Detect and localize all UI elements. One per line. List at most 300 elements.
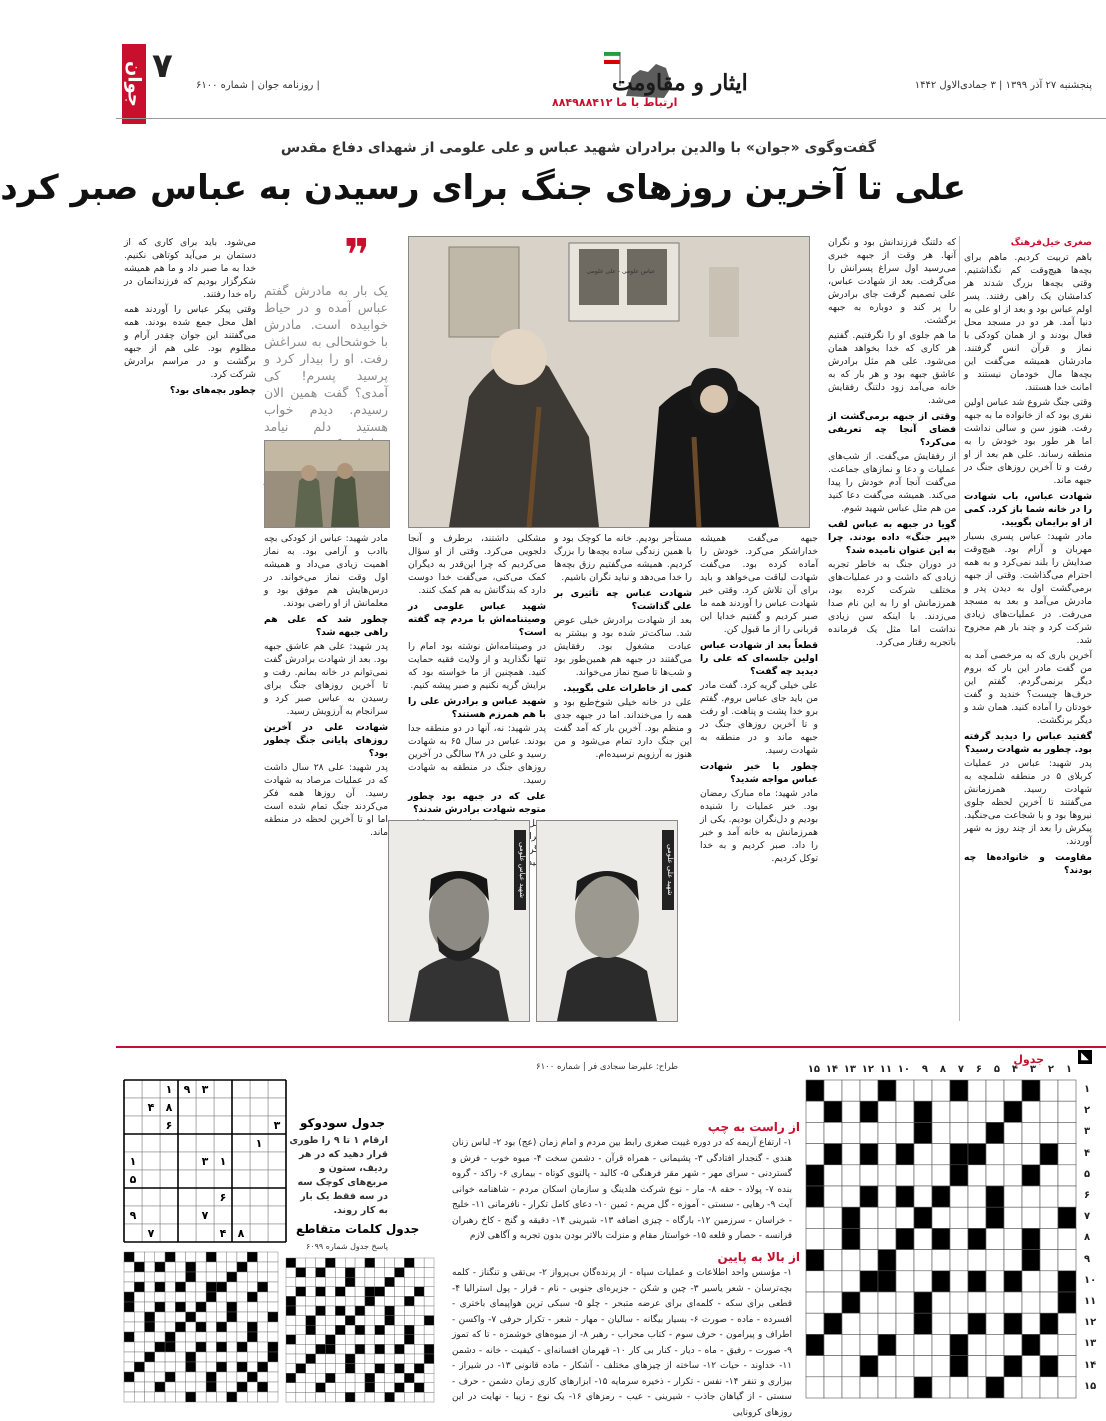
crossword-cell[interactable] <box>932 1313 950 1334</box>
crossword-cell[interactable] <box>932 1165 950 1186</box>
question-subhead: قطعاً بعد از شهادت عباس اولین جلسه‌ای که علی را دیدید چه گفت؟ <box>700 640 818 677</box>
crossword-cell[interactable] <box>1058 1334 1076 1355</box>
crossword-cell[interactable] <box>986 1356 1004 1377</box>
crossword-cell[interactable] <box>914 1271 932 1292</box>
sudoku-cell[interactable] <box>160 1170 178 1188</box>
sudoku-grid[interactable] <box>124 1080 286 1242</box>
sudoku-cell[interactable] <box>124 1134 142 1152</box>
crossword-cell[interactable] <box>878 1101 896 1122</box>
answer-cell <box>335 1344 345 1354</box>
answer-cell <box>196 1312 206 1322</box>
sudoku-cell[interactable] <box>232 1152 250 1170</box>
crossword-cell[interactable] <box>986 1228 1004 1249</box>
answer-cell <box>196 1372 206 1382</box>
sudoku-cell[interactable] <box>196 1170 214 1188</box>
crossword-cell[interactable] <box>914 1144 932 1165</box>
crossword-cell[interactable] <box>824 1292 842 1313</box>
crossword-cell[interactable] <box>896 1207 914 1228</box>
answer-cell <box>355 1373 365 1383</box>
answer-block <box>124 1302 134 1312</box>
crossword-cell[interactable] <box>1004 1207 1022 1228</box>
article-column-7 <box>124 236 256 1021</box>
crossword-cell[interactable] <box>896 1250 914 1271</box>
crossword-cell[interactable] <box>1022 1292 1040 1313</box>
crossword-cell[interactable] <box>824 1165 842 1186</box>
crossword-cell[interactable] <box>842 1144 860 1165</box>
sudoku-cell[interactable] <box>178 1116 196 1134</box>
crossword-cell[interactable] <box>896 1313 914 1334</box>
answer-cell <box>395 1296 405 1306</box>
crossword-cell[interactable] <box>842 1271 860 1292</box>
crossword-cell[interactable] <box>1040 1377 1058 1398</box>
answer-block <box>155 1382 165 1392</box>
crossword-cell[interactable] <box>860 1165 878 1186</box>
sudoku-cell[interactable] <box>142 1188 160 1206</box>
sudoku-cell[interactable] <box>142 1170 160 1188</box>
crossword-cell[interactable] <box>1040 1165 1058 1186</box>
crossword-cell[interactable] <box>842 1356 860 1377</box>
answer-cell <box>134 1342 144 1352</box>
crossword-cell[interactable] <box>932 1144 950 1165</box>
crossword-cell[interactable] <box>1058 1250 1076 1271</box>
crossword-cell[interactable] <box>878 1207 896 1228</box>
answer-cell <box>296 1325 306 1335</box>
crossword-cell[interactable] <box>860 1122 878 1143</box>
crossword-cell[interactable] <box>932 1122 950 1143</box>
crossword-cell[interactable] <box>860 1228 878 1249</box>
sudoku-cell[interactable] <box>196 1134 214 1152</box>
crossword-cell[interactable] <box>914 1228 932 1249</box>
answer-cell <box>268 1362 278 1372</box>
sudoku-cell[interactable] <box>124 1224 142 1242</box>
crossword-cell[interactable] <box>950 1271 968 1292</box>
crossword-cell[interactable] <box>986 1165 1004 1186</box>
crossword-cell[interactable] <box>950 1313 968 1334</box>
crossword-cell[interactable] <box>1058 1144 1076 1165</box>
answer-cell <box>296 1344 306 1354</box>
crossword-cell[interactable] <box>896 1271 914 1292</box>
crossword-cell[interactable] <box>878 1186 896 1207</box>
portrait-caption-abbas: شهید عباس علومی <box>514 830 526 910</box>
sudoku-cell[interactable] <box>232 1206 250 1224</box>
sudoku-cell[interactable] <box>214 1206 232 1224</box>
sudoku-cell[interactable] <box>214 1080 232 1098</box>
crossword-cell[interactable] <box>968 1334 986 1355</box>
answer-cell <box>175 1342 185 1352</box>
sudoku-cell[interactable] <box>250 1206 268 1224</box>
crossword-cell[interactable] <box>824 1207 842 1228</box>
sudoku-cell[interactable] <box>142 1152 160 1170</box>
sudoku-cell[interactable] <box>178 1098 196 1116</box>
crossword-cell[interactable] <box>896 1080 914 1101</box>
crossword-cell[interactable] <box>1058 1165 1076 1186</box>
crossword-cell[interactable] <box>1022 1313 1040 1334</box>
crossword-cell[interactable] <box>824 1250 842 1271</box>
sudoku-cell[interactable] <box>250 1224 268 1242</box>
crossword-block <box>950 1356 968 1377</box>
crossword-cell[interactable] <box>986 1313 1004 1334</box>
crossword-cell[interactable] <box>1022 1101 1040 1122</box>
sudoku-cell[interactable] <box>142 1080 160 1098</box>
crossword-cell[interactable] <box>986 1250 1004 1271</box>
crossword-cell[interactable] <box>806 1144 824 1165</box>
crossword-cell[interactable] <box>968 1165 986 1186</box>
crossword-cell[interactable] <box>950 1228 968 1249</box>
crossword-cell[interactable] <box>806 1271 824 1292</box>
crossword-cell[interactable] <box>860 1207 878 1228</box>
crossword-cell[interactable] <box>1004 1122 1022 1143</box>
crossword-cell[interactable] <box>896 1377 914 1398</box>
sudoku-cell[interactable] <box>124 1188 142 1206</box>
crossword-cell[interactable] <box>806 1207 824 1228</box>
sudoku-given: ۹ <box>183 1083 191 1096</box>
crossword-cell[interactable] <box>968 1080 986 1101</box>
crossword-cell[interactable] <box>968 1250 986 1271</box>
answer-block <box>145 1312 155 1322</box>
sudoku-cell[interactable] <box>178 1188 196 1206</box>
crossword-cell[interactable] <box>932 1292 950 1313</box>
crossword-cell[interactable] <box>842 1313 860 1334</box>
crossword-cell[interactable] <box>1040 1122 1058 1143</box>
answer-cell <box>216 1302 226 1312</box>
crossword-cell[interactable] <box>986 1080 1004 1101</box>
answer-block <box>424 1344 434 1354</box>
answer-cell <box>186 1252 196 1262</box>
sudoku-cell[interactable] <box>268 1134 286 1152</box>
crossword-cell[interactable] <box>824 1186 842 1207</box>
crossword-cell[interactable] <box>968 1207 986 1228</box>
crossword-cell[interactable] <box>968 1101 986 1122</box>
crossword-cell[interactable] <box>842 1186 860 1207</box>
sudoku-cell[interactable] <box>124 1116 142 1134</box>
brothers-front-photo <box>264 440 390 528</box>
answer-cell <box>325 1277 335 1287</box>
crossword-cell[interactable] <box>1058 1228 1076 1249</box>
sudoku-cell[interactable] <box>160 1206 178 1224</box>
crossword-cell[interactable] <box>986 1101 1004 1122</box>
sudoku-cell[interactable] <box>250 1152 268 1170</box>
sudoku-cell[interactable] <box>214 1116 232 1134</box>
crossword-cell[interactable] <box>860 1334 878 1355</box>
crossword-cell[interactable] <box>860 1313 878 1334</box>
crossword-cell[interactable] <box>986 1144 1004 1165</box>
sudoku-cell[interactable] <box>268 1080 286 1098</box>
crossword-block <box>1022 1250 1040 1271</box>
crossword-cell[interactable] <box>932 1334 950 1355</box>
crossword-cell[interactable] <box>968 1186 986 1207</box>
answer-cell <box>414 1344 424 1354</box>
paragraph: وقتی جنگ شروع شد عباس اولین نفری بود که از خانواده ما به جبهه رفت. هنوز سن و سالی نداشت اما هر طور بود خودش را به منطقه رساند. علی هم بعد از او رفت و تا آخرین روزهای جنگ در جبهه ماند. <box>964 397 1092 486</box>
crossword-cell[interactable] <box>860 1250 878 1271</box>
sudoku-cell[interactable] <box>250 1116 268 1134</box>
crossword-cell[interactable] <box>950 1101 968 1122</box>
sudoku-cell[interactable] <box>178 1224 196 1242</box>
crossword-cell[interactable] <box>896 1334 914 1355</box>
crossword-cell[interactable] <box>1004 1334 1022 1355</box>
crossword-cell[interactable] <box>914 1250 932 1271</box>
sudoku-given: ۴ <box>147 1101 155 1114</box>
crossword-cell[interactable] <box>1004 1144 1022 1165</box>
crossword-cell[interactable] <box>896 1356 914 1377</box>
crossword-cell[interactable] <box>1004 1250 1022 1271</box>
crossword-cell[interactable] <box>878 1228 896 1249</box>
crossword-cell[interactable] <box>914 1186 932 1207</box>
sudoku-cell[interactable] <box>160 1134 178 1152</box>
crossword-cell[interactable] <box>824 1080 842 1101</box>
sudoku-cell[interactable] <box>232 1080 250 1098</box>
crossword-cell[interactable] <box>878 1356 896 1377</box>
crossword-grid[interactable] <box>806 1080 1076 1398</box>
answer-cell <box>296 1335 306 1345</box>
crossword-cell[interactable] <box>896 1101 914 1122</box>
sudoku-cell[interactable] <box>178 1134 196 1152</box>
crossword-cell[interactable] <box>950 1250 968 1271</box>
sudoku-cell[interactable] <box>214 1098 232 1116</box>
crossword-cell[interactable] <box>1040 1101 1058 1122</box>
crossword-cell[interactable] <box>842 1334 860 1355</box>
row-number: ۱۰ <box>1084 1274 1097 1286</box>
crossword-cell[interactable] <box>914 1356 932 1377</box>
crossword-cell[interactable] <box>932 1101 950 1122</box>
crossword-cell[interactable] <box>824 1271 842 1292</box>
crossword-cell[interactable] <box>824 1334 842 1355</box>
sudoku-cell[interactable] <box>196 1098 214 1116</box>
answer-cell <box>395 1258 405 1268</box>
answer-cell <box>385 1287 395 1297</box>
crossword-cell[interactable] <box>1022 1122 1040 1143</box>
crossword-cell[interactable] <box>968 1356 986 1377</box>
crossword-cell[interactable] <box>806 1377 824 1398</box>
crossword-cell[interactable] <box>1004 1377 1022 1398</box>
answer-cell <box>306 1373 316 1383</box>
crossword-cell[interactable] <box>986 1334 1004 1355</box>
sudoku-cell[interactable] <box>178 1152 196 1170</box>
sudoku-cell[interactable] <box>268 1206 286 1224</box>
crossword-cell[interactable] <box>842 1165 860 1186</box>
crossword-cell[interactable] <box>968 1122 986 1143</box>
crossword-cell[interactable] <box>1022 1144 1040 1165</box>
sudoku-cell[interactable] <box>268 1152 286 1170</box>
crossword-cell[interactable] <box>1058 1101 1076 1122</box>
sudoku-cell[interactable] <box>214 1134 232 1152</box>
crossword-cell[interactable] <box>842 1250 860 1271</box>
crossword-cell[interactable] <box>1022 1356 1040 1377</box>
crossword-cell[interactable] <box>932 1250 950 1271</box>
answer-cell <box>395 1277 405 1287</box>
crossword-cell[interactable] <box>806 1292 824 1313</box>
sudoku-cell[interactable] <box>142 1206 160 1224</box>
sudoku-cell[interactable] <box>250 1170 268 1188</box>
crossword-cell[interactable] <box>824 1228 842 1249</box>
crossword-cell[interactable] <box>1040 1250 1058 1271</box>
sudoku-cell[interactable] <box>124 1098 142 1116</box>
crossword-cell[interactable] <box>842 1122 860 1143</box>
crossword-cell[interactable] <box>932 1356 950 1377</box>
crossword-cell[interactable] <box>1004 1228 1022 1249</box>
crossword-cell[interactable] <box>1058 1313 1076 1334</box>
crossword-cell[interactable] <box>806 1313 824 1334</box>
crossword-cell[interactable] <box>932 1207 950 1228</box>
crossword-cell[interactable] <box>842 1080 860 1101</box>
sudoku-cell[interactable] <box>268 1188 286 1206</box>
crossword-cell[interactable] <box>842 1101 860 1122</box>
sudoku-cell[interactable] <box>142 1134 160 1152</box>
crossword-cell[interactable] <box>950 1377 968 1398</box>
crossword-cell[interactable] <box>806 1122 824 1143</box>
sudoku-cell[interactable] <box>178 1170 196 1188</box>
crossword-cell[interactable] <box>950 1292 968 1313</box>
crossword-cell[interactable] <box>1004 1080 1022 1101</box>
answer-cell <box>145 1252 155 1262</box>
sudoku-cell[interactable] <box>232 1188 250 1206</box>
sudoku-cell[interactable] <box>196 1188 214 1206</box>
sudoku-cell[interactable] <box>196 1224 214 1242</box>
answer-cell <box>196 1382 206 1392</box>
sudoku-cell[interactable] <box>268 1098 286 1116</box>
crossword-cell[interactable] <box>950 1122 968 1143</box>
answer-cell <box>257 1292 267 1302</box>
answer-block <box>296 1268 306 1278</box>
portrait-graphic <box>537 821 677 1021</box>
sudoku-cell[interactable] <box>196 1116 214 1134</box>
crossword-cell[interactable] <box>824 1377 842 1398</box>
sudoku-cell[interactable] <box>214 1170 232 1188</box>
answer-cell <box>395 1392 405 1402</box>
sudoku-cell[interactable] <box>142 1116 160 1134</box>
crossword-cell[interactable] <box>878 1313 896 1334</box>
question-subhead: گویا در جبهه به عباس لقب «پیر جنگ» داده بودند. چرا به این عنوان نامیده شد؟ <box>828 519 956 556</box>
crossword-cell[interactable] <box>986 1292 1004 1313</box>
crossword-cell[interactable] <box>914 1334 932 1355</box>
crossword-cell[interactable] <box>950 1207 968 1228</box>
sudoku-cell[interactable] <box>250 1188 268 1206</box>
crossword-cell[interactable] <box>860 1377 878 1398</box>
sudoku-cell[interactable] <box>232 1116 250 1134</box>
crossword-cell[interactable] <box>1022 1186 1040 1207</box>
crossword-cell[interactable] <box>860 1080 878 1101</box>
crossword-cell[interactable] <box>1040 1080 1058 1101</box>
answer-cell <box>237 1322 247 1332</box>
crossword-cell[interactable] <box>1004 1292 1022 1313</box>
answer-cell <box>355 1392 365 1402</box>
answer-cell <box>365 1316 375 1326</box>
crossword-cell[interactable] <box>1040 1334 1058 1355</box>
crossword-cell[interactable] <box>896 1122 914 1143</box>
crossword-block <box>860 1101 878 1122</box>
sudoku-cell[interactable] <box>232 1134 250 1152</box>
crossword-cell[interactable] <box>1058 1080 1076 1101</box>
answer-cell <box>414 1392 424 1402</box>
crossword-cell[interactable] <box>1022 1271 1040 1292</box>
crossword-cell[interactable] <box>1004 1165 1022 1186</box>
answer-cell <box>404 1268 414 1278</box>
answer-cell <box>134 1382 144 1392</box>
sudoku-cell[interactable] <box>160 1152 178 1170</box>
crossword-cell[interactable] <box>860 1292 878 1313</box>
crossword-cell[interactable] <box>896 1292 914 1313</box>
answer-cell <box>175 1272 185 1282</box>
crossword-cell[interactable] <box>1058 1377 1076 1398</box>
crossword-cell[interactable] <box>1040 1228 1058 1249</box>
crossword-cell[interactable] <box>1040 1186 1058 1207</box>
crossword-cell[interactable] <box>1022 1207 1040 1228</box>
answer-block <box>196 1322 206 1332</box>
answer-cell <box>196 1332 206 1342</box>
crossword-cell[interactable] <box>1040 1292 1058 1313</box>
crossword-cell[interactable] <box>806 1101 824 1122</box>
answer-cell <box>296 1277 306 1287</box>
crossword-cell[interactable] <box>932 1080 950 1101</box>
crossword-cell[interactable] <box>1040 1271 1058 1292</box>
crossword-cell[interactable] <box>806 1356 824 1377</box>
answer-cell <box>375 1306 385 1316</box>
sudoku-cell[interactable] <box>124 1080 142 1098</box>
answer-cell <box>316 1335 326 1345</box>
crossword-cell[interactable] <box>824 1122 842 1143</box>
sudoku-cell[interactable] <box>250 1080 268 1098</box>
crossword-cell[interactable] <box>914 1165 932 1186</box>
sudoku-cell[interactable] <box>232 1098 250 1116</box>
crossword-cell[interactable] <box>1058 1356 1076 1377</box>
crossword-cell[interactable] <box>1004 1186 1022 1207</box>
crossword-cell[interactable] <box>968 1377 986 1398</box>
crossword-cell[interactable] <box>878 1122 896 1143</box>
answer-cell <box>145 1362 155 1372</box>
sudoku-cell[interactable] <box>268 1170 286 1188</box>
answer-cell <box>286 1344 296 1354</box>
crossword-cell[interactable] <box>914 1080 932 1101</box>
crossword-cell[interactable] <box>1058 1122 1076 1143</box>
answer-cell <box>395 1316 405 1326</box>
sudoku-cell[interactable] <box>250 1098 268 1116</box>
crossword-cell[interactable] <box>878 1165 896 1186</box>
crossword-cell[interactable] <box>968 1292 986 1313</box>
crossword-cell[interactable] <box>950 1186 968 1207</box>
crossword-cell[interactable] <box>1040 1207 1058 1228</box>
crossword-cell[interactable] <box>878 1377 896 1398</box>
portrait-ali <box>536 820 678 1022</box>
sudoku-cell[interactable] <box>232 1170 250 1188</box>
sudoku-cell[interactable] <box>178 1206 196 1224</box>
crossword-cell[interactable] <box>1058 1186 1076 1207</box>
crossword-cell[interactable] <box>824 1356 842 1377</box>
sudoku-cell[interactable] <box>268 1224 286 1242</box>
crossword-block <box>914 1313 932 1334</box>
sudoku-cell[interactable] <box>160 1188 178 1206</box>
crossword-cell[interactable] <box>878 1292 896 1313</box>
crossword-cell[interactable] <box>932 1377 950 1398</box>
column-number: ۱۳ <box>843 1064 856 1075</box>
answer-cell <box>286 1316 296 1326</box>
crossword-block <box>896 1144 914 1165</box>
column-number: ۷ <box>957 1064 964 1075</box>
crossword-cell[interactable] <box>806 1228 824 1249</box>
across-title: از راست به چپ <box>707 1120 800 1134</box>
crossword-cell[interactable] <box>842 1377 860 1398</box>
answer-cell <box>216 1352 226 1362</box>
answer-cell <box>375 1268 385 1278</box>
parents-photo-graphic <box>409 237 809 527</box>
crossword-cell[interactable] <box>986 1271 1004 1292</box>
crossword-cell[interactable] <box>896 1165 914 1186</box>
crossword-block <box>1040 1356 1058 1377</box>
answer-cell <box>175 1362 185 1372</box>
crossword-cell[interactable] <box>1022 1377 1040 1398</box>
answer-cell <box>325 1392 335 1402</box>
crossword-cell[interactable] <box>878 1144 896 1165</box>
sudoku-cell[interactable] <box>160 1224 178 1242</box>
paragraph: علی در خانه خیلی شوخ‌طبع بود و همه را می‌خنداند. اما در جبهه جدی و منظم بود. آخرین بار که آمد گفت این جنگ دارد تمام می‌شود و من هنوز به آرزویم نرسیده‌ام. <box>554 697 692 760</box>
